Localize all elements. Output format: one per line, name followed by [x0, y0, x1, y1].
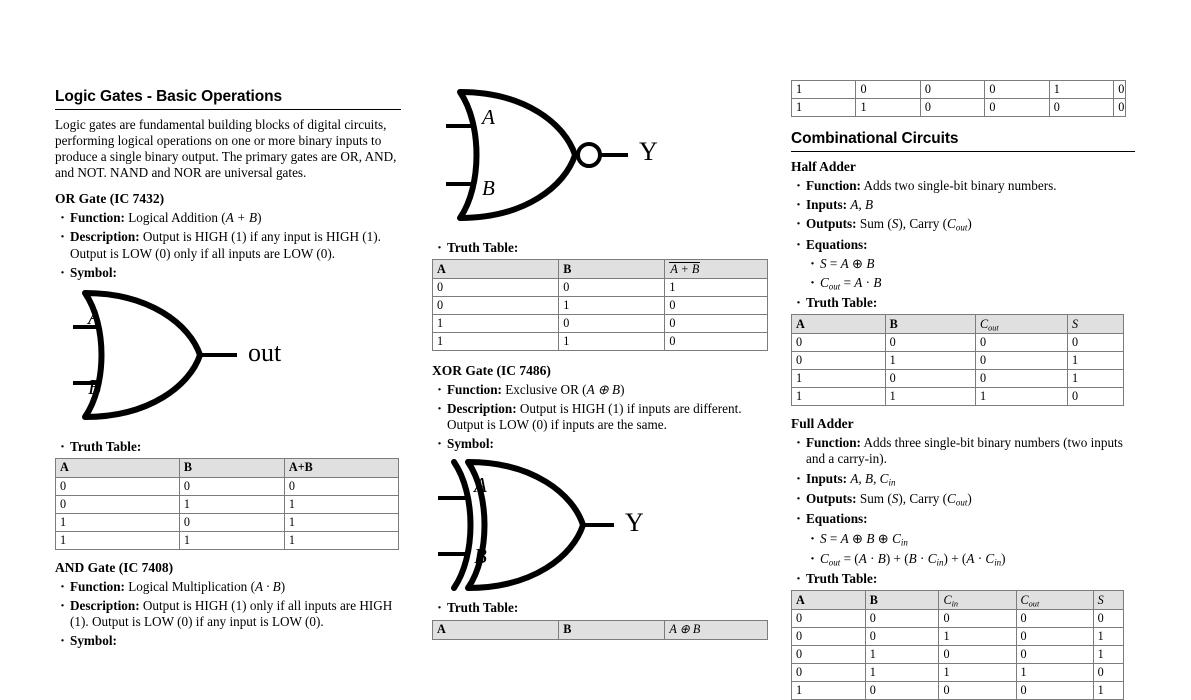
xor-gate-description	[432, 401, 778, 433]
column-combinational	[791, 80, 1135, 700]
and-gate-title: AND Gate (IC 7408)	[55, 559, 174, 575]
th-s: S	[1093, 591, 1123, 610]
th-b: B	[559, 260, 665, 279]
outputs-label: Outputs:	[806, 216, 857, 232]
cell: 1	[939, 628, 1016, 646]
half-adder-inputs	[791, 197, 1135, 213]
cell: 0	[792, 664, 866, 682]
cell: 1	[865, 664, 939, 682]
truth-table-label: Truth Table:	[806, 571, 878, 587]
outputs-text-3: )	[967, 490, 972, 506]
table-row	[792, 646, 1124, 664]
nor-expression: A + B	[670, 261, 700, 276]
xor-gate-function	[432, 382, 778, 398]
and-gate-symbol-label	[55, 633, 401, 649]
cell: 0	[920, 81, 984, 99]
or-gate-description	[55, 229, 401, 261]
cell: 0	[985, 81, 1049, 99]
table-row	[792, 99, 1126, 117]
cell: 0	[1016, 646, 1093, 664]
table-row	[56, 495, 399, 513]
full-adder-inputs	[791, 471, 1135, 488]
equation-carry: · $C_{out} = (A \cdot B) + (B \cdot C_{in}) + (A \cdot C_{in})$	[806, 551, 1135, 568]
cell: 0	[56, 477, 180, 495]
th-a: A	[792, 315, 886, 334]
or-gate-truth-table	[55, 458, 399, 550]
th-cin: $C_{in}$	[939, 591, 1016, 610]
cell: 1	[885, 352, 975, 370]
cell: 0	[792, 646, 866, 664]
outputs-math-1: S	[891, 216, 899, 232]
cell: 0	[665, 315, 768, 333]
or-gate-symbol-label	[55, 265, 401, 281]
table-row	[56, 513, 399, 531]
or-truth-table-label-list	[55, 439, 401, 455]
table-row	[433, 297, 768, 315]
cell: 0	[975, 352, 1067, 370]
table-header-row	[792, 591, 1124, 610]
cell: 0	[792, 628, 866, 646]
description-text: Output is HIGH (1) if any input is HIGH (1). Output is LOW (0) only if all inputs are LOW (0).	[70, 229, 381, 261]
cell: 0	[792, 610, 866, 628]
and-gate-function	[55, 579, 401, 595]
cell: 1	[1067, 370, 1123, 388]
cell: 1	[284, 495, 398, 513]
cell: 1	[665, 279, 768, 297]
equations-label: Equations:	[806, 236, 868, 252]
table-row	[792, 664, 1124, 682]
truth-table-label: Truth Table:	[70, 438, 142, 454]
cell: 0	[885, 370, 975, 388]
function-label: Function:	[806, 178, 861, 193]
truth-table-label: Truth Table:	[447, 600, 519, 616]
cell: 1	[559, 297, 665, 315]
cell: 0	[920, 99, 984, 117]
cell: 0	[1067, 334, 1123, 352]
xor-gate-input-a-label: A	[474, 473, 487, 498]
outputs-text-3: )	[967, 216, 972, 232]
full-adder-title: Full Adder	[791, 416, 854, 432]
cell: 1	[865, 646, 939, 664]
xor-gate-symbol	[432, 456, 778, 594]
table-row	[792, 334, 1124, 352]
cell: 0	[433, 279, 559, 297]
outputs-text-1: Sum (	[859, 490, 892, 506]
cell: 0	[1114, 81, 1126, 99]
or-gate-output-label: out	[248, 337, 282, 367]
or-gate-title: OR Gate (IC 7432)	[55, 191, 165, 207]
function-math: A + B	[225, 210, 258, 226]
cell: 1	[433, 333, 559, 351]
cell: 0	[284, 477, 398, 495]
equation-sum: · S = A ⊕ B ⊕ $C_{in}$	[806, 531, 1135, 548]
function-text: Logical Addition (	[128, 210, 226, 226]
table-row	[433, 315, 768, 333]
cell: 1	[1067, 352, 1123, 370]
table-row	[792, 370, 1124, 388]
cell: 0	[179, 513, 284, 531]
half-adder-truth-table	[791, 314, 1124, 406]
th-b: B	[559, 620, 665, 639]
cell: 1	[56, 513, 180, 531]
description-label: Description:	[70, 229, 140, 245]
nor-gate-output-label: Y	[639, 137, 658, 166]
inputs-math: A, B, $C_{in}$	[850, 470, 896, 488]
cell: 1	[1093, 682, 1123, 700]
outputs-label: Outputs:	[806, 490, 857, 506]
or-gate-input-a-label: A	[88, 304, 101, 329]
half-adder-function	[791, 178, 1135, 194]
cell: 0	[1016, 682, 1093, 700]
cell: 0	[865, 682, 939, 700]
xor-gate-title: XOR Gate (IC 7486)	[432, 363, 551, 379]
full-adder-truth-table	[791, 590, 1124, 700]
cell: 0	[939, 610, 1016, 628]
half-adder-equation-list	[806, 256, 1135, 293]
column-nor-xor	[432, 78, 778, 640]
xor-truth-table-label-list	[432, 600, 778, 616]
cell: 1	[1049, 81, 1113, 99]
outputs-math-1: S	[891, 490, 899, 506]
table-header-row	[56, 458, 399, 477]
function-math: A · B	[254, 578, 281, 594]
outputs-math-2: $C_{out}$	[947, 216, 968, 233]
table-row	[792, 628, 1124, 646]
table-row	[792, 388, 1124, 406]
cell: 0	[179, 477, 284, 495]
cell: 1	[559, 333, 665, 351]
cell: 1	[284, 531, 398, 549]
cell: 1	[179, 531, 284, 549]
th-a: A	[792, 591, 866, 610]
function-label: Function:	[806, 435, 861, 451]
table-row	[792, 682, 1124, 700]
cell: 1	[792, 370, 886, 388]
th-out: A+B	[284, 458, 398, 477]
cell: 0	[1067, 388, 1123, 406]
half-adder-equations	[791, 237, 1135, 293]
cell: 0	[56, 495, 180, 513]
xor-expression: A ⊕ B	[669, 622, 701, 637]
cell: 1	[939, 664, 1016, 682]
symbol-label: Symbol:	[70, 633, 117, 649]
xor-gate-drawing	[432, 456, 682, 594]
xor-gate-output-label: Y	[625, 508, 644, 538]
cell: 0	[985, 99, 1049, 117]
table-row	[792, 610, 1124, 628]
inputs-label: Inputs:	[806, 470, 848, 486]
th-a: A	[56, 458, 180, 477]
page-title: Logic Gates - Basic Operations	[55, 88, 282, 105]
cell: 1	[792, 99, 856, 117]
cell: 0	[939, 682, 1016, 700]
cell: 0	[792, 334, 886, 352]
th-b: B	[885, 315, 975, 334]
cell: 1	[56, 531, 180, 549]
function-text: Adds two single-bit binary numbers.	[863, 178, 1057, 193]
cell: 0	[665, 333, 768, 351]
xor-truth-table-label	[432, 600, 778, 616]
table-row	[56, 477, 399, 495]
cell: 1	[885, 388, 975, 406]
function-math: A ⊕ B	[586, 382, 621, 398]
truth-table-label: Truth Table:	[806, 295, 878, 311]
cell: 1	[792, 81, 856, 99]
cell: 1	[284, 513, 398, 531]
function-label: Function:	[447, 382, 502, 398]
cell: 1	[792, 388, 886, 406]
truth-table-label: Truth Table:	[447, 240, 519, 255]
table-header-row	[433, 260, 768, 279]
cell: 0	[939, 646, 1016, 664]
function-label: Function:	[70, 210, 125, 226]
outputs-text-2: ), Carry (	[898, 216, 948, 232]
title-divider	[55, 109, 401, 110]
full-adder-truth-table-label	[791, 571, 1135, 587]
outputs-math-2: $C_{out}$	[947, 490, 968, 508]
half-adder-outputs	[791, 216, 1135, 233]
full-adder-equations	[791, 511, 1135, 568]
cell: 0	[559, 279, 665, 297]
cell: 0	[1049, 99, 1113, 117]
intro-paragraph: Logic gates are fundamental building blocks of digital circuits, performing logical operations on one or more binary inputs to produce a single binary output. The primary gates are OR, AND, and NOT. NAND and NOR are universal gates.	[55, 117, 397, 181]
symbol-label: Symbol:	[447, 436, 494, 452]
xor-gate-symbol-label	[432, 436, 778, 452]
function-close: )	[257, 210, 262, 226]
or-truth-table-label	[55, 439, 401, 455]
full-adder-list	[791, 435, 1135, 587]
th-a: A	[433, 260, 559, 279]
xor-gate-list	[432, 382, 778, 452]
table-header-row	[792, 315, 1124, 334]
and-gate-description	[55, 598, 401, 630]
table-row	[433, 333, 768, 351]
inputs-math: A, B	[850, 197, 874, 213]
full-adder-function	[791, 435, 1135, 467]
half-adder-list	[791, 178, 1135, 311]
th-cout: $C_{out}$	[1016, 591, 1093, 610]
description-text: Output is HIGH (1) if inputs are different. Output is LOW (0) if inputs are the same.	[447, 401, 742, 433]
nor-gate-truth-table	[432, 259, 768, 351]
cell: 0	[1093, 664, 1123, 682]
function-text: Adds three single-bit binary numbers (two inputs and a carry-in).	[806, 435, 1123, 467]
table-row	[792, 352, 1124, 370]
cell: 0	[885, 334, 975, 352]
nor-gate-symbol	[432, 82, 778, 234]
th-a: A	[433, 620, 559, 639]
cell: 0	[792, 352, 886, 370]
th-b: B	[865, 591, 939, 610]
cell: 1	[1016, 664, 1093, 682]
cell: 0	[865, 628, 939, 646]
function-label: Function:	[70, 578, 125, 594]
cell: 0	[433, 297, 559, 315]
half-adder-truth-table-label	[791, 295, 1135, 311]
th-cout: $C_{out}$	[975, 315, 1067, 334]
cell: 1	[433, 315, 559, 333]
table-row	[433, 279, 768, 297]
symbol-label: Symbol:	[70, 264, 117, 280]
or-gate-symbol	[55, 285, 401, 433]
nor-gate-input-a-label: A	[482, 105, 495, 129]
cell: 0	[975, 370, 1067, 388]
table-row	[56, 531, 399, 549]
th-nor-out	[665, 260, 768, 279]
cell: 1	[856, 99, 920, 117]
cell: 1	[975, 388, 1067, 406]
function-close: )	[280, 578, 286, 594]
inversion-bubble-icon	[578, 144, 600, 166]
nor-truth-table-label	[432, 240, 778, 256]
section-divider	[791, 151, 1135, 152]
equations-label: Equations:	[806, 511, 868, 527]
or-gate-input-b-label: B	[88, 374, 101, 399]
equation-sum: · S = A ⊕ B	[806, 256, 1135, 272]
full-adder-equation-list	[806, 531, 1135, 569]
continued-truth-table	[791, 80, 1126, 117]
outputs-text-2: ), Carry (	[898, 490, 948, 506]
table-header-row	[433, 620, 768, 639]
cell: 0	[975, 334, 1067, 352]
th-b: B	[179, 458, 284, 477]
cell: 1	[179, 495, 284, 513]
xor-gate-truth-table	[432, 620, 768, 640]
inputs-label: Inputs:	[806, 197, 848, 213]
half-adder-title: Half Adder	[791, 159, 856, 174]
cell: 1	[792, 682, 866, 700]
cell: 0	[1016, 628, 1093, 646]
full-adder-outputs	[791, 491, 1135, 508]
cell: 0	[1016, 610, 1093, 628]
cell: 0	[1093, 610, 1123, 628]
xor-gate-input-b-label: B	[474, 544, 487, 569]
or-gate-function	[55, 210, 401, 226]
description-text: Output is HIGH (1) only if all inputs are HIGH (1). Output is LOW (0) if any input is LOW (0).	[70, 597, 393, 630]
description-label: Description:	[70, 597, 140, 613]
cell: 1	[1093, 646, 1123, 664]
nor-truth-table-label-list	[432, 240, 778, 256]
nor-gate-input-b-label: B	[482, 176, 495, 200]
cell: 0	[856, 81, 920, 99]
th-s: S	[1067, 315, 1123, 334]
function-text: Exclusive OR (	[505, 382, 587, 398]
cell: 1	[1093, 628, 1123, 646]
equation-carry: · $C_{out} = A \cdot B$	[806, 275, 1135, 292]
function-close: )	[620, 382, 625, 398]
th-xor-out	[665, 620, 768, 639]
combinational-circuits-title: Combinational Circuits	[791, 130, 959, 147]
table-row	[792, 81, 1126, 99]
or-gate-list	[55, 210, 401, 280]
cell: 0	[559, 315, 665, 333]
function-text: Logical Multiplication (	[128, 578, 255, 594]
cell: 0	[1114, 99, 1126, 117]
description-label: Description:	[447, 401, 517, 417]
cell: 0	[665, 297, 768, 315]
column-logic-gates	[55, 88, 401, 652]
and-gate-list	[55, 579, 401, 649]
outputs-text-1: Sum (	[859, 216, 892, 232]
cell: 0	[865, 610, 939, 628]
